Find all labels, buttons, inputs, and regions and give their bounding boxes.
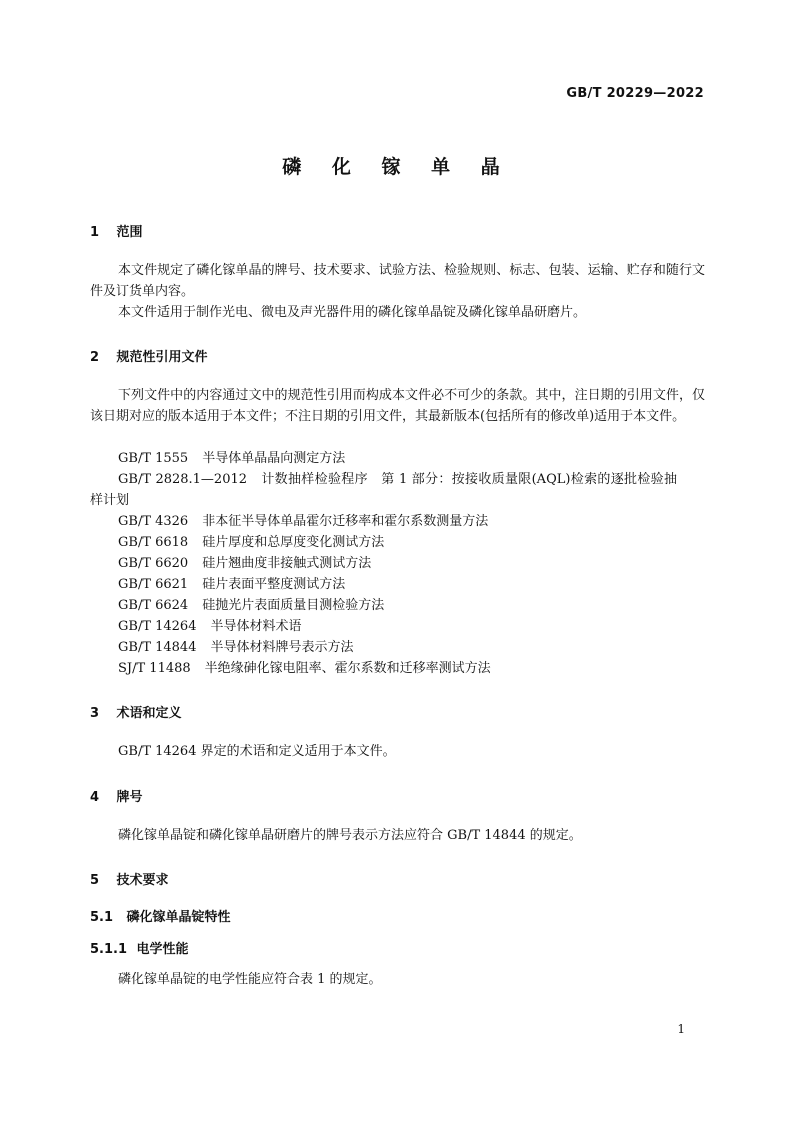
- section-title: 术语和定义: [116, 706, 182, 721]
- reference-code: GB/T 6620: [118, 556, 189, 571]
- reference-title: 硅片厚度和总厚度变化测试方法: [202, 535, 385, 550]
- section-title: 技术要求: [116, 873, 169, 888]
- reference-code: GB/T 6621: [118, 577, 189, 592]
- section-2-paragraph-1: 下列文件中的内容通过文中的规范性引用而构成本文件必不可少的条款。其中，注日期的引用文件，仅该日期对应的版本适用于本文件；不注日期的引用文件，其最新版本(包括所有的修改单)适用于本文件。: [90, 388, 705, 424]
- reference-title: 计数抽样检验程序 第 1 部分：按接收质量限(AQL)检索的逐批检验抽样计划: [90, 472, 677, 508]
- normative-reference: [90, 469, 677, 511]
- section-4-heading: [90, 786, 143, 805]
- section-title: 电学性能: [136, 942, 189, 957]
- reference-title: 硅片翘曲度非接触式测试方法: [202, 556, 372, 571]
- reference-code: GB/T 6624: [118, 598, 189, 613]
- reference-code: GB/T 4326: [118, 514, 189, 529]
- reference-title: 半导体材料术语: [210, 619, 302, 634]
- normative-reference: [118, 595, 384, 616]
- reference-title: 半导体材料牌号表示方法: [210, 640, 354, 655]
- reference-title: 硅抛光片表面质量目测检验方法: [202, 598, 385, 613]
- section-number: 5.1.1: [90, 942, 128, 957]
- section-4-paragraph-1: 磷化镓单晶锭和磷化镓单晶研磨片的牌号表示方法应符合 GB/T 14844 的规定。: [118, 828, 582, 843]
- page-number: 1: [677, 1022, 685, 1036]
- normative-reference: [118, 511, 488, 532]
- section-number: 5.1: [90, 910, 114, 925]
- reference-title: 半导体单晶晶向测定方法: [202, 451, 346, 466]
- reference-title: 硅片表面平整度测试方法: [202, 577, 346, 592]
- section-1-heading: [90, 221, 143, 240]
- section-5-1-1-paragraph-1: 磷化镓单晶锭的电学性能应符合表 1 的规定。: [118, 972, 382, 987]
- section-3-heading: [90, 702, 182, 721]
- section-number: 4: [90, 790, 100, 805]
- document-title: 磷 化 镓 单 晶: [282, 156, 512, 178]
- section-2-heading: [90, 346, 208, 365]
- normative-reference: [118, 658, 491, 679]
- section-title: 范围: [116, 225, 143, 240]
- section-1-paragraph-2: 本文件适用于制作光电、微电及声光器件用的磷化镓单晶锭及磷化镓单晶研磨片。: [118, 305, 587, 320]
- reference-code: GB/T 6618: [118, 535, 189, 550]
- reference-code: GB/T 14264: [118, 619, 197, 634]
- section-number: 3: [90, 706, 100, 721]
- normative-reference: [118, 637, 354, 658]
- section-title: 规范性引用文件: [116, 350, 208, 365]
- section-1-paragraph-1: 本文件规定了磷化镓单晶的牌号、技术要求、试验方法、检验规则、标志、包装、运输、贮存和随行文件及订货单内容。: [90, 263, 705, 299]
- section-number: 5: [90, 873, 100, 888]
- section-5-1-1-heading: [90, 938, 189, 957]
- reference-title: 半绝缘砷化镓电阻率、霍尔系数和迁移率测试方法: [204, 661, 491, 676]
- reference-code: GB/T 2828.1—2012: [118, 472, 248, 487]
- section-title: 牌号: [116, 790, 143, 805]
- reference-code: SJ/T 11488: [118, 661, 191, 676]
- section-title: 磷化镓单晶锭特性: [126, 910, 231, 925]
- reference-code: GB/T 1555: [118, 451, 189, 466]
- standard-code: GB/T 20229—2022: [566, 86, 704, 101]
- section-5-1-heading: [90, 906, 231, 925]
- section-number: 1: [90, 225, 100, 240]
- section-number: 2: [90, 350, 100, 365]
- reference-title: 非本征半导体单晶霍尔迁移率和霍尔系数测量方法: [202, 514, 489, 529]
- normative-reference: [118, 553, 371, 574]
- normative-reference: [118, 616, 302, 637]
- section-5-heading: [90, 869, 169, 888]
- normative-reference: [118, 448, 345, 469]
- reference-code: GB/T 14844: [118, 640, 197, 655]
- normative-reference: [118, 574, 345, 595]
- section-3-paragraph-1: GB/T 14264 界定的术语和定义适用于本文件。: [118, 744, 396, 759]
- normative-reference: [118, 532, 384, 553]
